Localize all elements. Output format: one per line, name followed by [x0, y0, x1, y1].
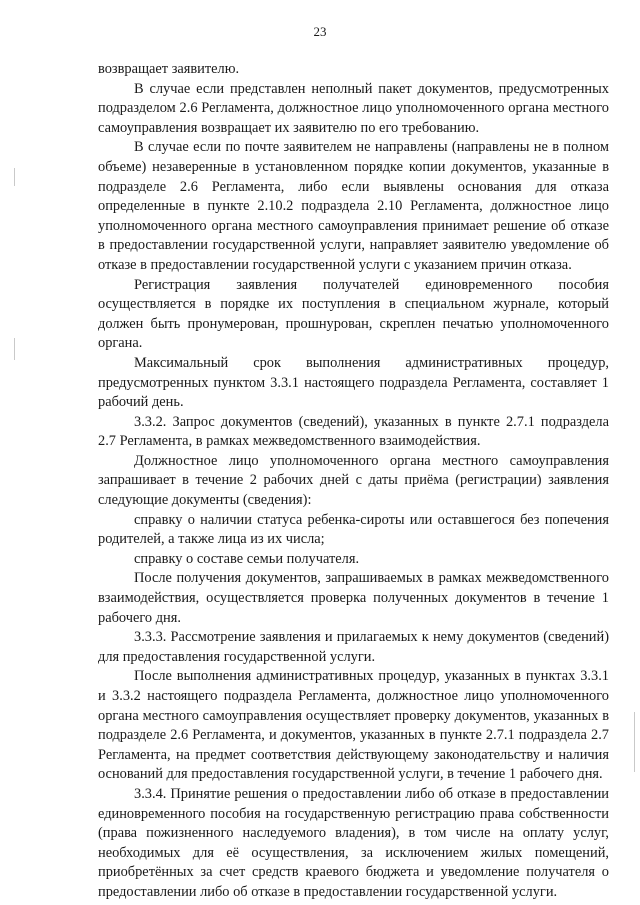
list-item: справку о наличии статуса ребенка-сироты или оставшегося без попечения родителей, а также лица из их числа; [98, 511, 609, 548]
paragraph: Должностное лицо уполномоченного органа местного самоуправления запрашивает в течение 2 рабочих дней с даты приёма (регистрации) заявления следующие документы (сведения): [98, 452, 609, 509]
paragraph: После выполнения административных процедур, указанных в пунктах 3.3.1 и 3.3.2 настоящего подраздела Регламента, должностное лицо уполномоченного органа местного самоуправления осуществляет проверку документов, указанных в подразделе 2.6 Регламента, и документов, указанных в пункте 2.7.1 подраздела 2.7 Регламента, на предмет соответствия действующему законодательству и наличия оснований для предоставления государственной услуги, в течение 1 рабочего дня. [98, 668, 609, 783]
scan-margin-mark [14, 168, 15, 186]
scan-margin-mark [634, 712, 635, 772]
list-item: справку о составе семьи получателя. [134, 550, 360, 567]
document-body [98, 60, 609, 903]
section-heading-3-3-4: 3.3.4. Принятие решения о предоставлении либо об отказе в предоставлении единовременного пособия на государственную регистрацию права собственности (права пожизненного наследуемого владения), в том числе на оплату услуг, необходимых для её осуществления, за исключением жилых помещений, приобретённых за счет средств краевого бюджета и уведомление получателя о предоставлении либо об отказе в предоставлении государственной услуги. [98, 785, 609, 900]
paragraph: В случае если представлен неполный пакет документов, предусмотренных подразделом 2.6 Регламента, должностное лицо уполномоченного органа местного самоуправления возвращает их заявителю по его требованию. [98, 80, 609, 136]
paragraph: возвращает заявителю. [98, 61, 240, 77]
paragraph: В случае если по почте заявителем не направлены (направлены не в полном объеме) незаверенные в установленном порядке копии документов, указанные в подразделе 2.6 Регламента, либо если выявлены основания для отказа определенные в пункте 2.10.2 подраздела 2.10 Регламента, должностное лицо уполномоченного органа местного самоуправления принимает решение об отказе в предоставлении государственной услуги, направляет заявителю уведомление об отказе в предоставлении государственной услуги с указанием причин отказа. [98, 139, 609, 273]
section-heading-3-3-3: 3.3.3. Рассмотрение заявления и прилагаемых к нему документов (сведений) для предоставления государственной услуги. [98, 629, 609, 665]
paragraph: Регистрация заявления получателей единовременного пособия осуществляется в порядке их поступления в специальном журнале, который должен быть пронумерован, прошнурован, скреплен печатью уполномоченного органа. [98, 276, 609, 352]
section-heading-3-3-2: 3.3.2. Запрос документов (сведений), указанных в пункте 2.7.1 подраздела 2.7 Регламента, в рамках межведомственного взаимодействия. [98, 413, 609, 450]
page-number: 23 [313, 24, 327, 39]
scan-margin-mark [14, 338, 15, 360]
paragraph: После получения документов, запрашиваемых в рамках межведомственного взаимодействия, осуществляется проверка полученных документов в течение 1 рабочего дня. [98, 570, 609, 626]
paragraph: Максимальный срок выполнения административных процедур, предусмотренных пунктом 3.3.1 настоящего подраздела Регламента, составляет 1 рабочий день. [98, 354, 609, 411]
